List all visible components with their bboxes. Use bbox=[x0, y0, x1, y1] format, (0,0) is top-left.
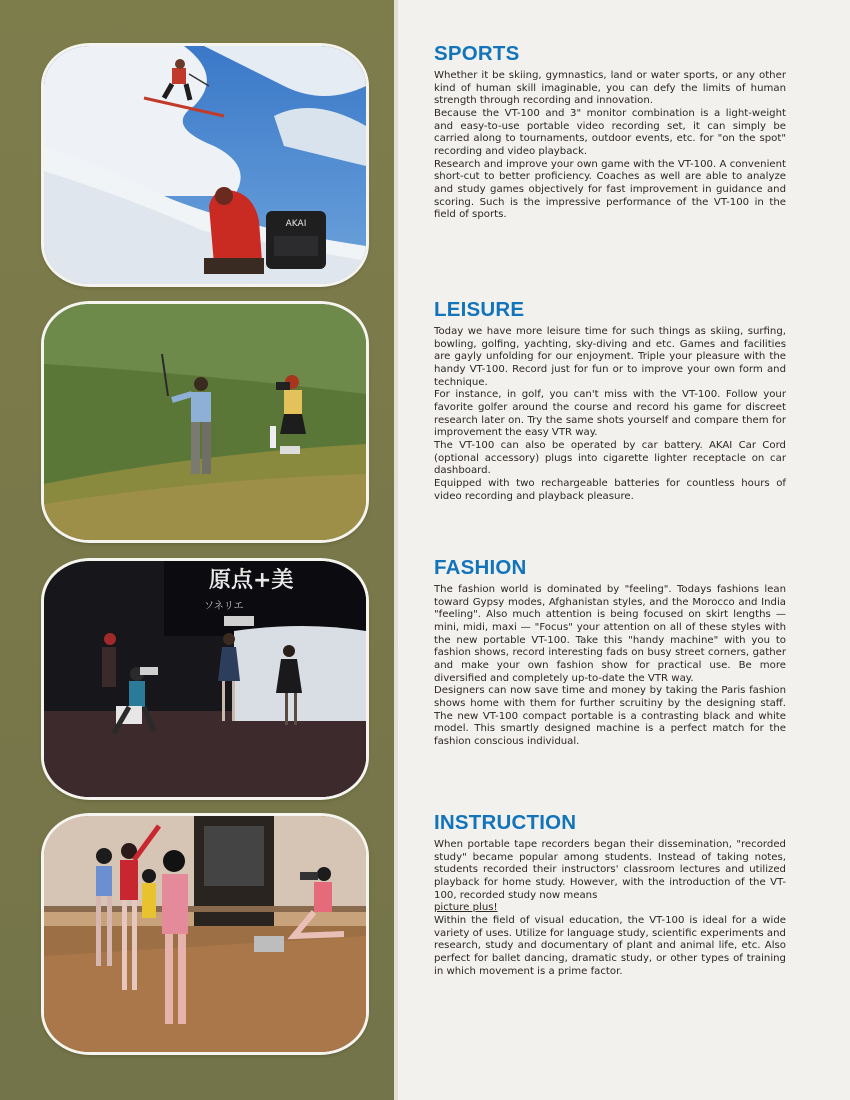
section-title: SPORTS bbox=[434, 42, 520, 65]
paragraph: Research and improve your own game with the VT-100. A convenient short-cut to better proficiency. Coaches as well are able to analyze and study games objectively for fast improvement in guidance and scoring. Such is the impressive performance of the VT-100 in the field of sports. bbox=[434, 158, 786, 221]
akai-case-label: AKAI bbox=[285, 219, 307, 229]
leisure-golf-photo bbox=[44, 304, 366, 540]
section-sports bbox=[434, 42, 786, 222]
instruction-ballet-photo bbox=[44, 816, 366, 1052]
paragraph: The fashion world is dominated by "feeling". Todays fashions lean toward Gypsy modes, Afghanistan styles, and the Morocco and India "feeling". Also much attention is being focused on skirt lengths — mini, midi, maxi — "Focus" your attention on all of these styles with the new portable VT-100. Take this "handy machine" with you to fashion shows, record interesting fads on busy street corners, gather and make your own fashion show for practical use. Be more diversified and completely up-to-date the VTR way. bbox=[434, 584, 786, 684]
picture-plus-emphasis: picture plus! bbox=[434, 902, 498, 914]
emphasis-line bbox=[434, 902, 786, 915]
paragraph: Today we have more leisure time for such things as skiing, surfing, bowling, golfing, yachting, sky-diving and etc. Games and facilities are gayly unfolding for our enjoyment. Triple your pleasure with the handy VT-100. Record just for fun or to improve your own form and technique. bbox=[434, 326, 786, 388]
sports-photo bbox=[44, 46, 366, 284]
paragraph: Because the VT-100 and 3" monitor combination is a light-weight and easy-to-use portable video recording set, it can simply be carried along to tournaments, outdoor events, etc. for "on the spot" recording and video playback. bbox=[434, 107, 786, 157]
section-title: LEISURE bbox=[434, 298, 525, 321]
section-title: INSTRUCTION bbox=[434, 811, 577, 834]
section-leisure bbox=[434, 298, 786, 503]
paragraph: Equipped with two rechargeable batteries for countless hours of video recording and playback pleasure. bbox=[434, 477, 786, 502]
sign-text-main: 原点+美 bbox=[209, 568, 294, 593]
paragraph: Designers can now save time and money by taking the Paris fashion shows home with them for further scruitiny by the designing staff. The new VT-100 compact portable is a contrasting black and white model. This smartly designed machine is a perfect match for the fashion conscious individual. bbox=[434, 685, 786, 747]
fashion-show-photo bbox=[44, 561, 366, 797]
paragraph: Within the field of visual education, the VT-100 is ideal for a wide variety of uses. Utilize for language study, scientific experiments and research, study and documentary of plant and animal life, etc. Also perfect for ballet dancing, dramatic study, or other types of training in which movement is a prime factor. bbox=[434, 914, 786, 977]
paragraph: For instance, in golf, you can't miss with the VT-100. Follow your favorite golfer around the course and record his game for discreet research later on. Try the same shots yourself and compare them for improvement the easy VTR way. bbox=[434, 389, 786, 439]
section-title: FASHION bbox=[434, 556, 527, 579]
section-instruction bbox=[434, 811, 786, 978]
paragraph: When portable tape recorders began their dissemination, "recorded study" became popular among students. Instead of taking notes, students recorded their instructors' classroom lectures and utilized playback for home study. However, with the introduction of the VT-100, recorded study now means bbox=[434, 839, 786, 901]
paragraph: The VT-100 can also be operated by car battery. AKAI Car Cord (optional accessory) plugs into cigarette lighter receptacle on car dashboard. bbox=[434, 439, 786, 477]
sign-text-sub: ソネリエ bbox=[204, 601, 244, 612]
paragraph: Whether it be skiing, gymnastics, land or water sports, or any other kind of human skill imaginable, you can defy the limits of human strength through recording and innovation. bbox=[434, 70, 786, 107]
page-fold bbox=[394, 0, 398, 1100]
section-fashion bbox=[434, 556, 786, 749]
